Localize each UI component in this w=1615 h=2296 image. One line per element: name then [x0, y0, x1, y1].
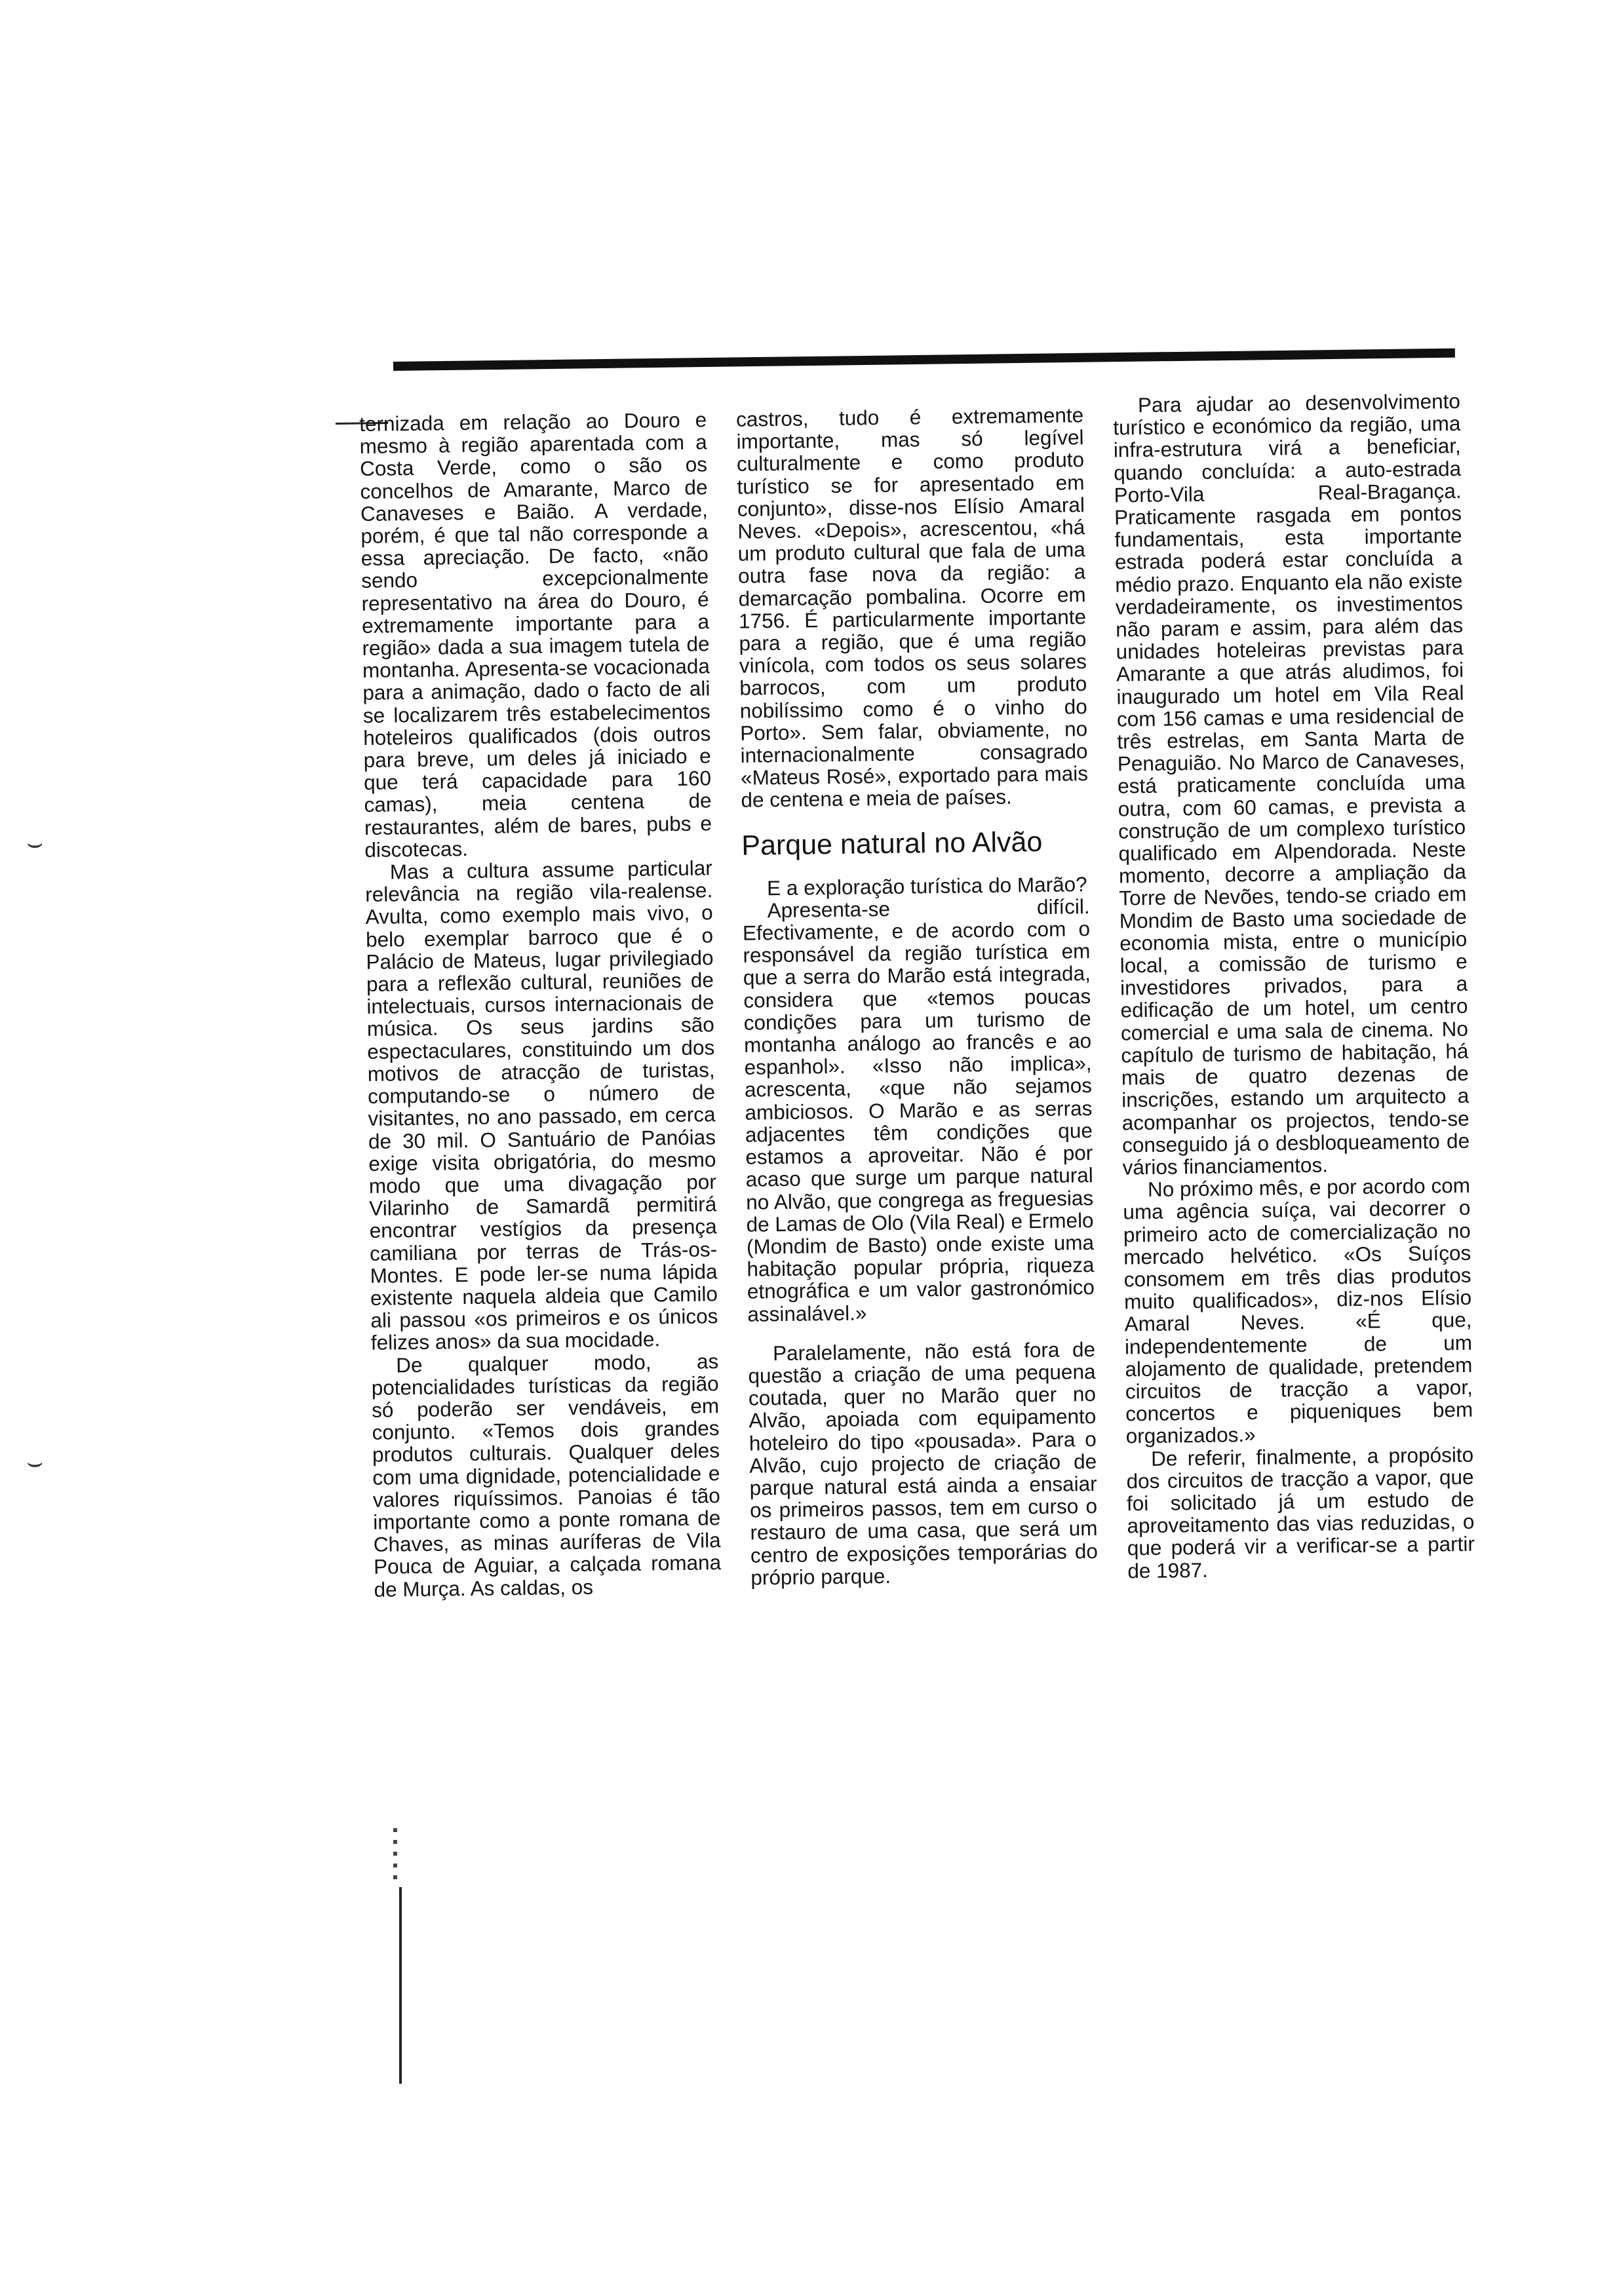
paragraph: E a exploração turística do Marão? [766, 871, 1087, 900]
article-columns [359, 389, 1481, 2064]
article-column-3 [1113, 390, 1475, 1582]
paragraph: Apresenta-se difícil. Efectivamente, e de acordo com o responsável da região turística em que a serra do Marão está integrada, considera que «temos poucas condições para um turismo de montanha análogo ao francês e ao espanhol». «Isso não implica», acrescenta, «que não sejamos ambiciosos. O Marão e as serras adjacentes têm condições que estamos a aproveitar. Não é por acaso que surge um parque natural no Alvão, que congrega as freguesias de Lamas de Olo (Vila Real) e Ermelo (Mondim de Basto) onde existe uma habitação popular própria, riqueza etnográfica e um valor gastronómico assinalável.» [742, 894, 1095, 1326]
article-column-2 [736, 404, 1099, 1588]
scan-margin-mark: ⌣ [26, 1448, 44, 1477]
paragraph: De qualquer modo, as potencialidades turísticas da região só poderão ser vendáveis, em conjunto. «Temos dois grandes produtos culturais. Qualquer deles com uma dignidade, potencialidade e valores riquíssimos. Panoias é tão importante como a ponte romana de Chaves, as minas auríferas de Vila Pouca de Aguiar, a calçada romana de Murça. As caldas, os [371, 1349, 722, 1601]
paragraph: castros, tudo é extremamente importante, mas só legível culturalmente e como produto turístico se for apresentado em conjunto», disse-nos Elísio Amaral Neves. «Depois», acrescentou, «há um produto cultural que fala de uma outra fase nova da região: a demarcação pombalina. Ocorre em 1756. É particularmente importante para a região, que é uma região vinícola, com todos os seus solares barrocos, com um produto nobilíssimo como é o vinho do Porto». Sem falar, obviamente, no internacionalmente consagrado «Mateus Rosé», exportado para mais de centena e meia de países. [735, 403, 1089, 813]
paragraph: ternizada em relação ao Douro e mesmo à região aparentada com a Costa Verde, como o são os concelhos de Amarante, Marco de Canaveses e Baião. A verdade, porém, é que tal não corresponde a essa apreciação. De facto, «não sendo excepcionalmente representativo na área do Douro, é extremamente importante para a região» dada a sua imagem tutela de montanha. Apresenta-se vocacionada para a animação, dado o facto de ali se localizarem três estabelecimentos hoteleiros qualificados (dois outros para breve, um deles já iniciado e que terá capacidade para 160 camas), meia centena de restaurantes, além de bares, pubs e discotecas. [359, 408, 712, 862]
top-thick-rule [393, 349, 1455, 371]
article-column-1 [359, 408, 722, 1600]
paragraph: De referir, finalmente, a propósito dos circuitos de tracção a vapor, que foi solicitado já um estudo de aproveitamento das vias reduzidas, o que poderá vir a verificar-se a partir de 1987. [1126, 1442, 1475, 1582]
scan-margin-mark: ⌣ [26, 829, 44, 858]
paragraph: Para ajudar ao desenvolvimento turístico e económico da região, uma infra-estrutura virá a beneficiar, quando concluída: a auto-estrada Porto-Vila Real-Bragança. Praticamente rasgada em pontos fundamentais, esta importante estrada poderá estar concluída a médio prazo. Enquanto ela não existe verdadeiramente, os investimentos não param e assim, para além das unidades hoteleiras previstas para Amarante a que atrás aludimos, foi inaugurado um hotel em Vila Real com 156 camas e uma residencial de três estrelas, em Santa Marta de Penaguião. No Marco de Canaveses, está praticamente concluída uma outra, com 60 camas, e prevista a construção de um complexo turístico qualificado em Alpendorada. Neste momento, decorre a ampliação da Torre de Nevões, tendo-se criado em Mondim de Basto uma sociedade de economia mista, entre o município local, a comissão de turismo e investidores privados, para a edificação de um hotel, um centro comercial e uma sala de cinema. No capítulo de turismo de habitação, há mais de quatro dezenas de inscrições, estando um arquitecto a acompanhar os projectos, tendo-se conseguido já o desbloqueamento de vários financiamentos. [1113, 389, 1470, 1179]
paragraph: Mas a cultura assume particular relevância na região vila-realense. Avulta, como exemplo mais vivo, o belo exemplar barroco que é o Palácio de Mateus, lugar privilegiado para a reflexão cultural, reuniões de intelectuais, cursos internacionais de música. Os seus jardins são espectaculares, constituindo um dos motivos de atracção de turistas, computando-se o número de visitantes, no ano passado, em cerca de 30 mil. O Santuário de Panóias exige visita obrigatória, do mesmo modo que uma divagação por Vilarinho de Samardã permitirá encontrar vestígios da presença camiliana por terras de Trás-os-Montes. E pode ler-se numa lápida existente naquela aldeia que Camilo ali passou «os primeiros e os únicos felizes anos» da sua mocidade. [365, 856, 718, 1355]
paragraph: Paralelamente, não está fora de questão a criação de uma pequena coutada, quer no Marão quer no Alvão, apoiada com equipamento hoteleiro do tipo «pousada». Para o Alvão, cujo projecto de criação de parque natural está ainda a ensaiar os primeiros passos, tem em curso o restauro de uma casa, que será um centro de exposições temporárias do próprio parque. [748, 1337, 1099, 1590]
paragraph: No próximo mês, e por acordo com uma agência suíça, vai decorrer o primeiro acto de comercialização no mercado helvético. «Os Suíços consomem em três dias produtos muito qualificados», diz-nos Elísio Amaral Neves. «É que, independentemente de um alojamento de qualidade, pretendem circuitos de tracção a vapor, concertos e piqueniques bem organizados.» [1123, 1173, 1473, 1448]
section-subheading: Parque natural no Alvão [741, 826, 1043, 862]
